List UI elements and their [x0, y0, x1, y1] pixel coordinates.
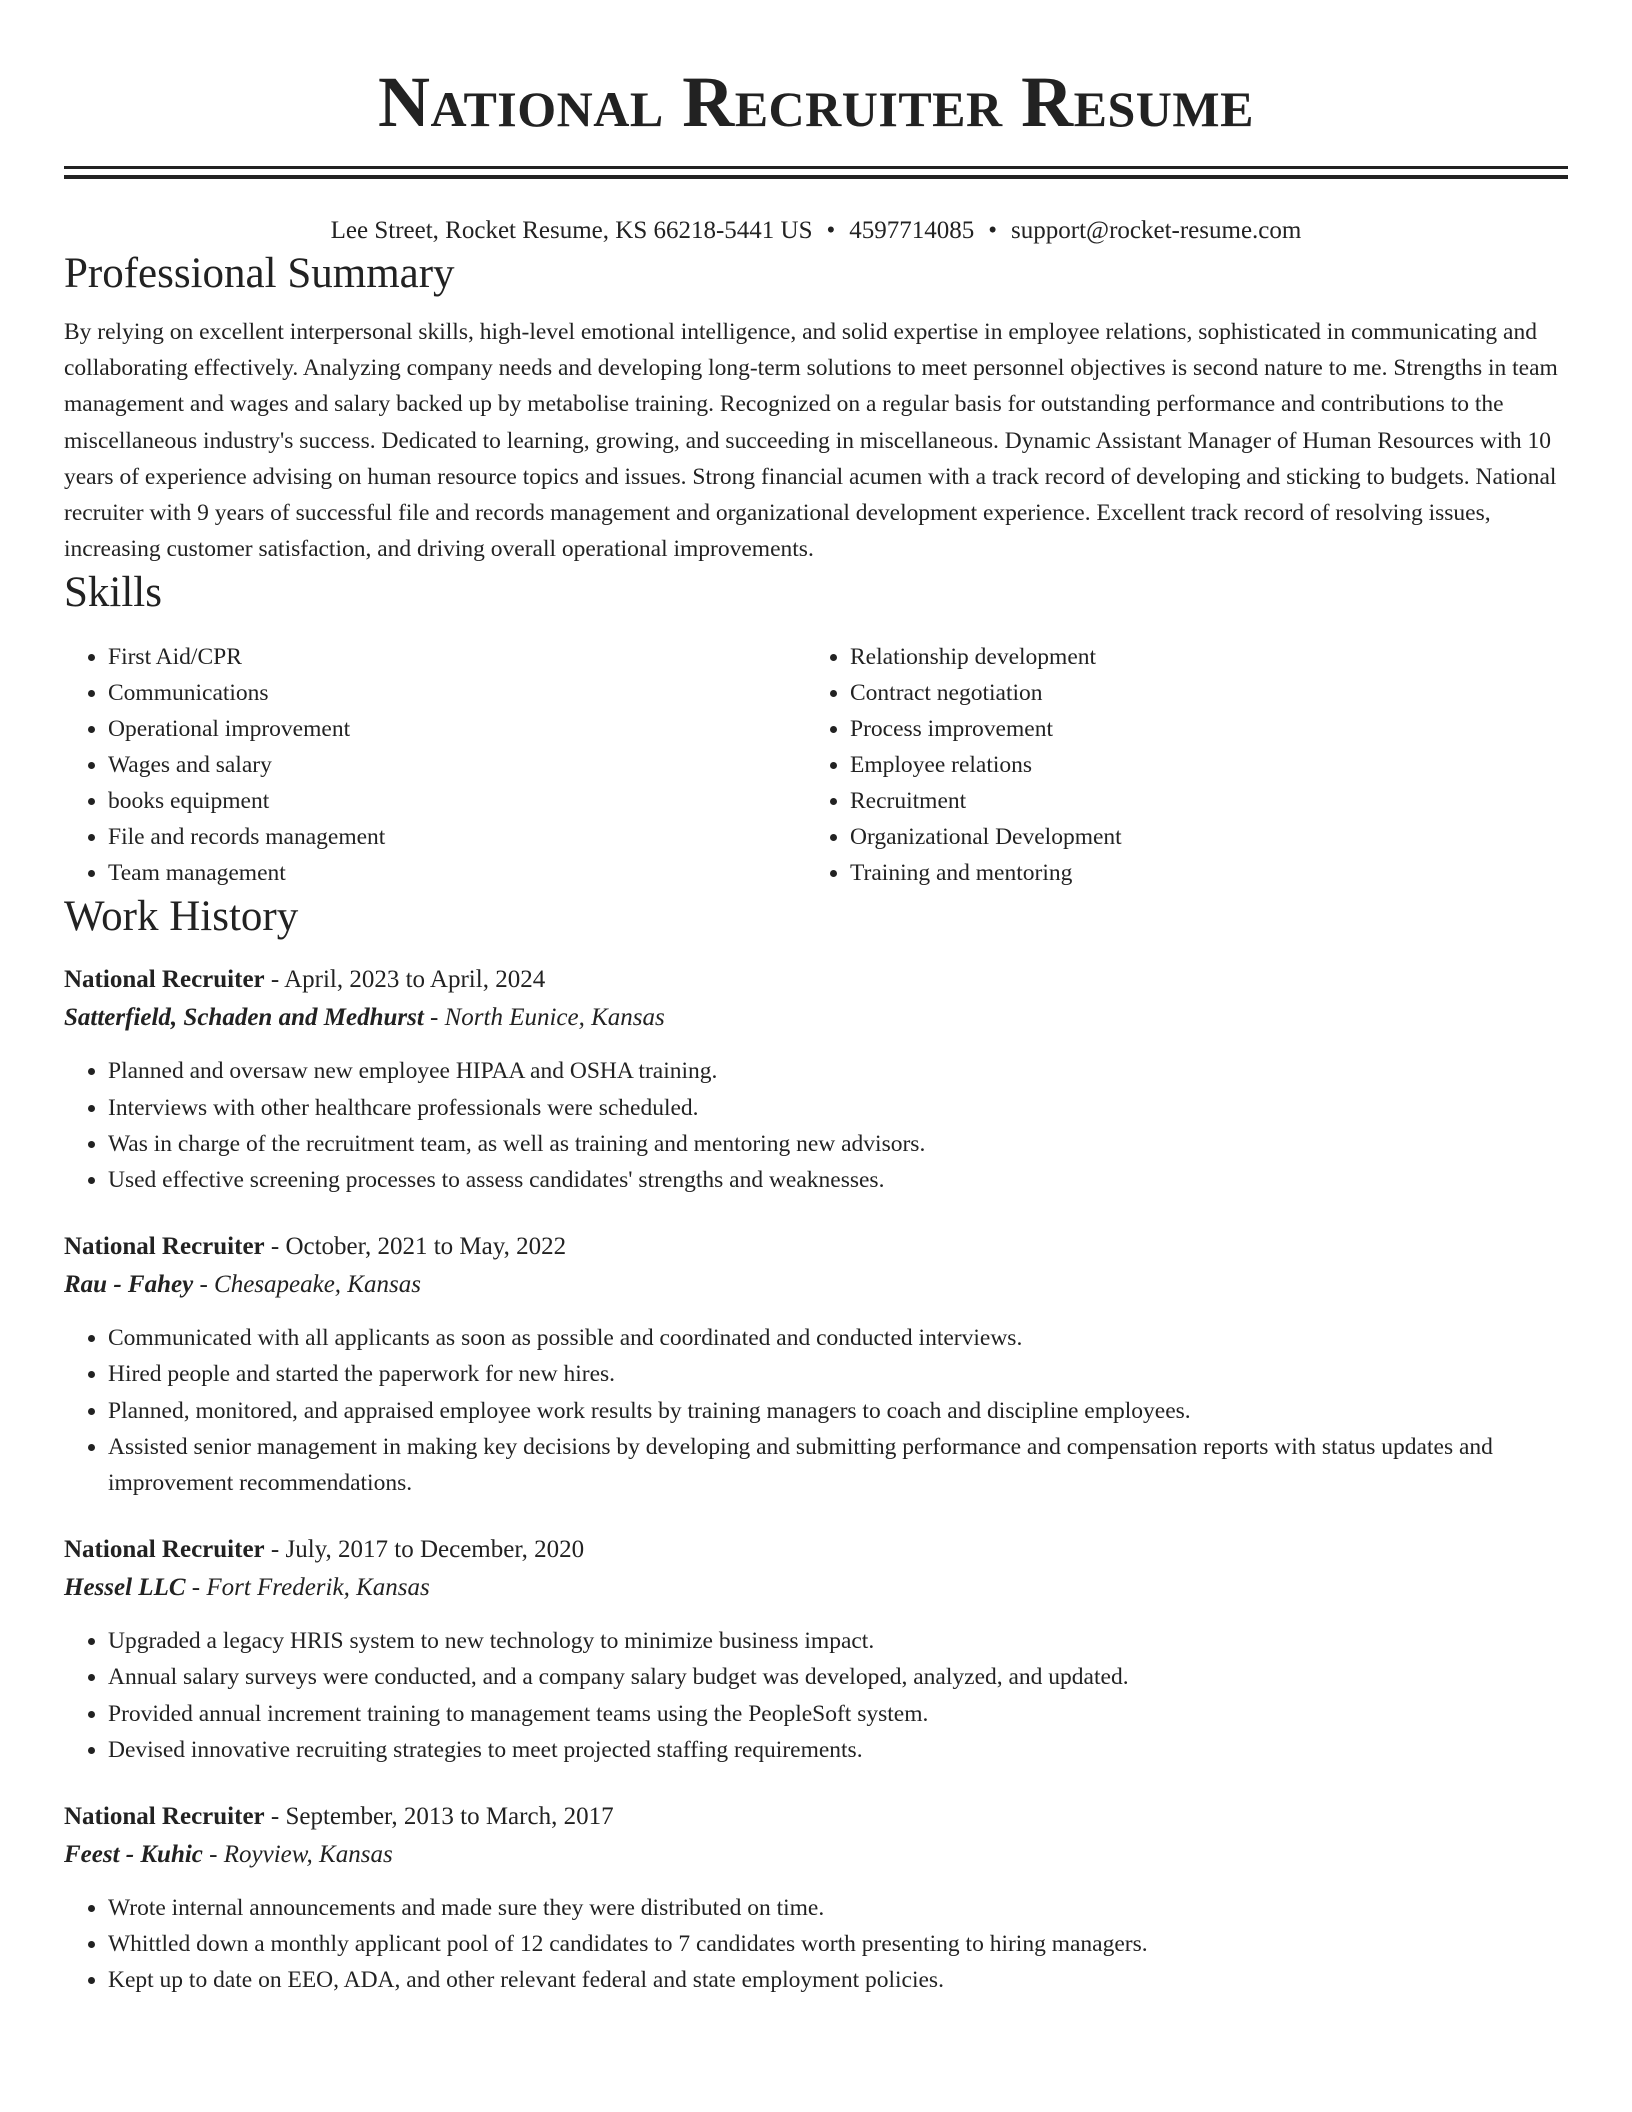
job-entry [64, 1228, 1568, 1501]
resume-page [64, 0, 1568, 1999]
job-bullet: • Annual salary surveys were conducted, and a company salary budget was developed, analyzed, and updated. [108, 1659, 1568, 1695]
job-bullet: • Devised innovative recruiting strategies to meet projected staffing requirements. [108, 1732, 1568, 1768]
skills-heading: Skills [64, 569, 162, 617]
skill-item: • Recruitment [850, 783, 1548, 819]
job-title: National Recruiter [64, 1536, 265, 1564]
contact-address: Lee Street, Rocket Resume, KS 66218-5441 US [330, 217, 813, 244]
skill-item: • Relationship development [850, 639, 1548, 675]
skill-item: • Operational improvement [108, 711, 806, 747]
skills-list-left [64, 639, 806, 891]
job-company: Feest - Kuhic [64, 1841, 203, 1869]
skill-item: • Employee relations [850, 747, 1548, 783]
job-title-line [64, 1228, 1568, 1266]
skills-list-right [806, 639, 1548, 891]
job-bullet: • Planned and oversaw new employee HIPAA and OSHA training. [108, 1053, 1568, 1089]
job-bullet: • Wrote internal announcements and made sure they were distributed on time. [108, 1890, 1568, 1926]
job-company: Rau - Fahey [64, 1271, 194, 1299]
summary-text: By relying on excellent interpersonal skills, high-level emotional intelligence, and solid expertise in employee relations, sophisticated in communicating and collaborating effectively. Analyzing company needs and developing long-term solutions to meet personnel objectives is second nature to me. Strengths in team management and wages and salary backed up by metabolise training. Recognized on a regular basis for outstanding performance and contributions to the miscellaneous industry's success. Dedicated to learning, growing, and succeeding in miscellaneous. Dynamic Assistant Manager of Human Resources with 10 years of experience advising on human resource topics and issues. Strong financial acumen with a track record of developing and sticking to budgets. National recruiter with 9 years of successful file and records management and organizational development experience. Excellent track record of resolving issues, increasing customer satisfaction, and driving overall operational improvements. [64, 319, 1558, 563]
contact-separator: • [988, 217, 998, 244]
job-location: - Fort Frederik, Kansas [185, 1574, 430, 1602]
job-bullet: • Kept up to date on EEO, ADA, and other relevant federal and state employment policies. [108, 1962, 1568, 1998]
job-title-line [64, 961, 1568, 999]
job-company: Satterfield, Schaden and Medhurst [64, 1004, 424, 1032]
skill-item: • Process improvement [850, 711, 1548, 747]
skill-item: • First Aid/CPR [108, 639, 806, 675]
job-title-line [64, 1798, 1568, 1836]
job-entry [64, 1531, 1568, 1768]
work-history-heading: Work History [64, 893, 299, 941]
skill-item: • Team management [108, 855, 806, 891]
skill-item: • Training and mentoring [850, 855, 1548, 891]
job-bullet: • Interviews with other healthcare professionals were scheduled. [108, 1090, 1568, 1126]
contact-email: support@rocket-resume.com [1011, 217, 1302, 244]
job-location: - Chesapeake, Kansas [193, 1271, 421, 1299]
job-bullet: • Was in charge of the recruitment team, as well as training and mentoring new advisors. [108, 1126, 1568, 1162]
job-dates: - July, 2017 to December, 2020 [264, 1536, 585, 1564]
job-bullets [64, 1320, 1568, 1501]
skill-item: • Contract negotiation [850, 675, 1548, 711]
job-entry [64, 961, 1568, 1198]
job-bullet: • Whittled down a monthly applicant pool of 12 candidates to 7 candidates worth presenting to hiring managers. [108, 1926, 1568, 1962]
job-bullets [64, 1890, 1568, 1999]
job-bullet: • Hired people and started the paperwork for new hires. [108, 1356, 1568, 1392]
contact-phone: 4597714085 [849, 217, 975, 244]
job-company: Hessel LLC [64, 1574, 186, 1602]
job-dates: - October, 2021 to May, 2022 [264, 1233, 567, 1261]
skills-columns [64, 639, 1568, 891]
job-company-line [64, 1569, 1568, 1607]
rule-line-top [64, 166, 1568, 169]
job-location: - Royview, Kansas [202, 1841, 393, 1869]
job-title-line [64, 1531, 1568, 1569]
job-bullet: • Communicated with all applicants as soon as possible and coordinated and conducted interviews. [108, 1320, 1568, 1356]
rule-line-bottom [64, 175, 1568, 179]
job-dates: - April, 2023 to April, 2024 [264, 966, 546, 994]
summary-heading: Professional Summary [64, 250, 455, 297]
job-bullet: • Upgraded a legacy HRIS system to new technology to minimize business impact. [108, 1623, 1568, 1659]
resume-title: National Recruiter Resume [378, 62, 1254, 142]
skill-item: • Wages and salary [108, 747, 806, 783]
job-company-line [64, 999, 1568, 1037]
job-title: National Recruiter [64, 1233, 265, 1261]
job-entry [64, 1798, 1568, 1999]
job-company-line [64, 1836, 1568, 1874]
contact-separator: • [826, 217, 836, 244]
job-bullets [64, 1623, 1568, 1768]
job-title: National Recruiter [64, 966, 265, 994]
job-bullet: • Assisted senior management in making key decisions by developing and submitting performance and compensation reports with status updates and improvement recommendations. [108, 1429, 1568, 1501]
skill-item: • Organizational Development [850, 819, 1548, 855]
skill-item: • books equipment [108, 783, 806, 819]
job-title: National Recruiter [64, 1803, 265, 1831]
skill-item: • Communications [108, 675, 806, 711]
job-bullet: • Used effective screening processes to assess candidates' strengths and weaknesses. [108, 1162, 1568, 1198]
job-bullets [64, 1053, 1568, 1198]
contact-line [64, 214, 1568, 248]
title-double-rule [64, 166, 1568, 178]
job-location: - North Eunice, Kansas [423, 1004, 665, 1032]
skill-item: • File and records management [108, 819, 806, 855]
job-company-line [64, 1266, 1568, 1304]
job-bullet: • Provided annual increment training to management teams using the PeopleSoft system. [108, 1696, 1568, 1732]
job-bullet: • Planned, monitored, and appraised employee work results by training managers to coach and discipline employees. [108, 1393, 1568, 1429]
job-dates: - September, 2013 to March, 2017 [264, 1803, 614, 1831]
